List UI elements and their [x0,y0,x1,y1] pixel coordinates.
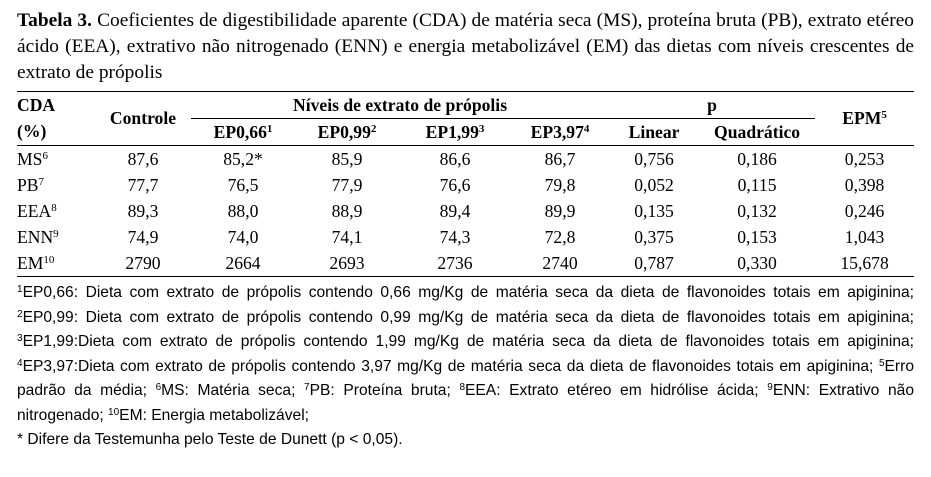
row-label: $PB^7$ [17,174,45,195]
table-caption [17,8,914,86]
table-cell: 89,4 [439,200,471,221]
table-cell: 89,3 [127,200,159,221]
col-header-controle: Controle [95,92,191,146]
table-cell: 77,9 [331,174,363,195]
col-header-quadratico: Quadrático [699,119,815,146]
footnote-asterisk: * Difere da Testemunha pelo Teste de Dunett (p < 0,05). [17,431,403,448]
table-cell: 74,3 [439,226,471,247]
table-cell: 88,9 [331,200,363,221]
row-label: EEA$^8$ [17,200,57,221]
table-cell: 2664 [191,250,295,277]
table-row [17,250,914,277]
table-cell: 76,5 [227,174,259,195]
table-row [17,172,914,198]
table-cell: 2736 [399,250,511,277]
table-cell: 2740 [511,250,609,277]
col-header-niveis: Níveis de extrato de própolis [191,92,609,119]
col-header-epm: EPM$^5$ [815,92,914,146]
table-cell: 0,132 [737,200,777,221]
table-cell: 0,052 [634,174,674,195]
table-cell: 0,330 [699,250,815,277]
table-cell: 0,135 [634,200,674,221]
table-cell: 1,043 [844,226,885,247]
table-cell: 72,8 [544,226,576,247]
table-cell: 0,115 [737,174,777,195]
table-cell: 0,375 [634,226,674,247]
table-cell: 15,678 [815,250,914,277]
row-label: ENN$^9$ [17,226,59,247]
col-header-ep099: EP0,99$^2$ [295,119,399,146]
table-cell: 74,9 [127,226,159,247]
table-cell: 2693 [295,250,399,277]
table-row [17,146,914,173]
row-label: EM$^{10}$ [17,250,95,277]
col-header-cda-unit: (%) [17,119,95,146]
row-label: $MS^6$ [17,148,48,169]
table-cell: 0,787 [609,250,699,277]
col-header-ep397: EP3,97$^4$ [511,119,609,146]
table-figure [17,8,914,453]
table-row [17,224,914,250]
table-cell: 74,1 [331,226,363,247]
caption-label: Tabela 3. [17,10,92,31]
table-cell: 87,6 [127,148,159,169]
col-header-ep199: EP1,99$^3$ [399,119,511,146]
table-cell: 77,7 [127,174,159,195]
table-cell: 0,756 [634,148,674,169]
digestibility-table [17,91,914,277]
table-body [17,146,914,277]
table-cell: 0,186 [737,148,777,169]
table-cell: 89,9 [544,200,576,221]
table-cell: 88,0 [227,200,259,221]
footnote-definitions: $^1$EP0,66: Dieta com extrato de própolis contendo 0,66 mg/Kg de matéria seca da dieta de flavonoides totais em apiginina; $^2$EP0,99: Dieta com extrato de própolis contendo 0,99 mg/Kg de matéria seca da dieta de flavonoides totais em apiginina; $^3$EP1,99:Dieta com extrato de própolis contendo 1,99 mg/Kg de matéria seca da dieta de flavonoides totais em apiginina; $^4$EP3,97:Dieta com extrato de própolis contendo 3,97 mg/Kg de matéria seca da dieta de flavonoides totais em apiginina; $^5$Erro padrão da média; $^6$MS: Matéria seca; $^7$PB: Proteína bruta; $^8$EEA: Extrato etéreo em hidrólise ácida; $^9$ENN: Extrativo não nitrogenado; $^{10}$EM: Energia metabolizável; [17,284,914,424]
table-cell: 0,253 [844,148,885,169]
table-cell: 85,9 [331,148,363,169]
table-cell: 0,246 [844,200,885,221]
header-row-1 [17,92,914,119]
table-cell: 85,2* [223,148,263,169]
footnotes [17,281,914,453]
col-header-cda: CDA [17,92,95,119]
table-cell: 86,7 [544,148,576,169]
table-cell: 0,153 [737,226,777,247]
table-cell: 74,0 [227,226,259,247]
caption-text: Coeficientes de digestibilidade aparente (CDA) de matéria seca (MS), proteína bruta (PB), extrato etéreo ácido (EEA), extrativo não nitrogenado (ENN) e energia metabolizável (EM) das dietas com níveis crescentes de extrato de própolis [17,10,915,83]
table-row [17,198,914,224]
table-cell: 79,8 [544,174,576,195]
table-cell: 0,398 [844,174,885,195]
col-header-linear: Linear [609,119,699,146]
table-cell: 2790 [95,250,191,277]
col-header-ep066: EP0,66$^1$ [191,119,295,146]
col-header-p: p [609,92,815,119]
table-cell: 86,6 [439,148,471,169]
table-cell: 76,6 [439,174,471,195]
